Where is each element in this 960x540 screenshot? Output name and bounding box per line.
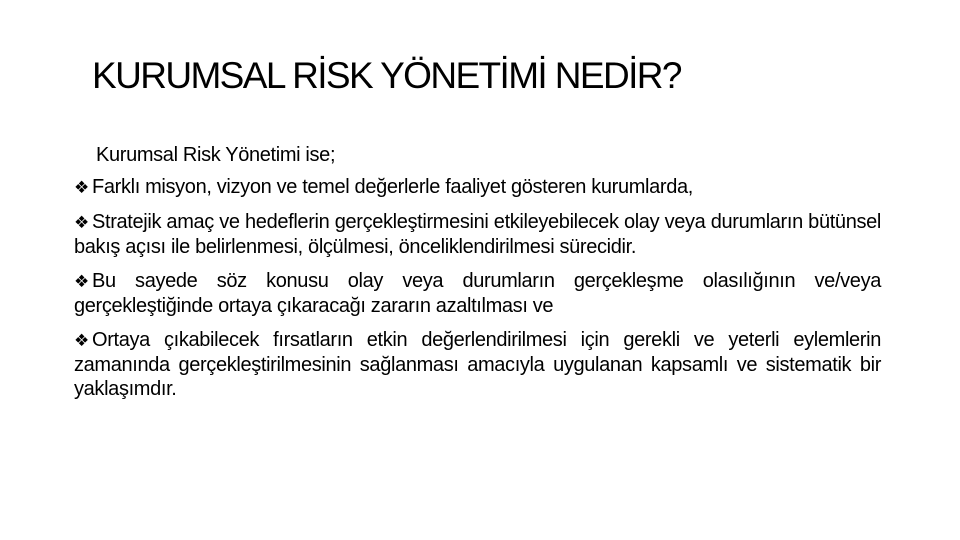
- diamond-bullet-icon: ❖: [74, 213, 89, 232]
- bullet-text-3: Bu sayede söz konusu olay veya durumların gerçekleşme olasılığının ve/veya gerçekleştiğinde ortaya çıkaracağı zararın azaltılması ve: [74, 270, 881, 317]
- diamond-bullet-icon: ❖: [74, 331, 89, 350]
- bullet-item-1: [74, 175, 881, 200]
- diamond-bullet-icon: ❖: [74, 272, 89, 291]
- bullet-text-4: Ortaya çıkabilecek fırsatların etkin değerlendirilmesi için gerekli ve yeterli eylemlerin zamanında gerçekleştirilmesinin sağlanması amacıyla uygulanan kapsamlı ve sistematik bir yaklaşımdır.: [74, 329, 881, 400]
- bullet-item-3: [74, 269, 881, 318]
- slide-title: KURUMSAL RİSK YÖNETİMİ NEDİR?: [92, 55, 681, 96]
- intro-text: Kurumsal Risk Yönetimi ise;: [96, 144, 336, 166]
- diamond-bullet-icon: ❖: [74, 178, 89, 197]
- slide-body: [74, 143, 881, 411]
- bullet-item-4: [74, 328, 881, 401]
- bullet-text-1: Farklı misyon, vizyon ve temel değerlerle faaliyet gösteren kurumlarda,: [92, 176, 693, 198]
- bullet-item-2: [74, 210, 881, 259]
- bullet-text-2: Stratejik amaç ve hedeflerin gerçekleştirmesini etkileyebilecek olay veya durumların bütünsel bakış açısı ile belirlenmesi, ölçülmesi, önceliklendirilmesi sürecidir.: [74, 211, 881, 258]
